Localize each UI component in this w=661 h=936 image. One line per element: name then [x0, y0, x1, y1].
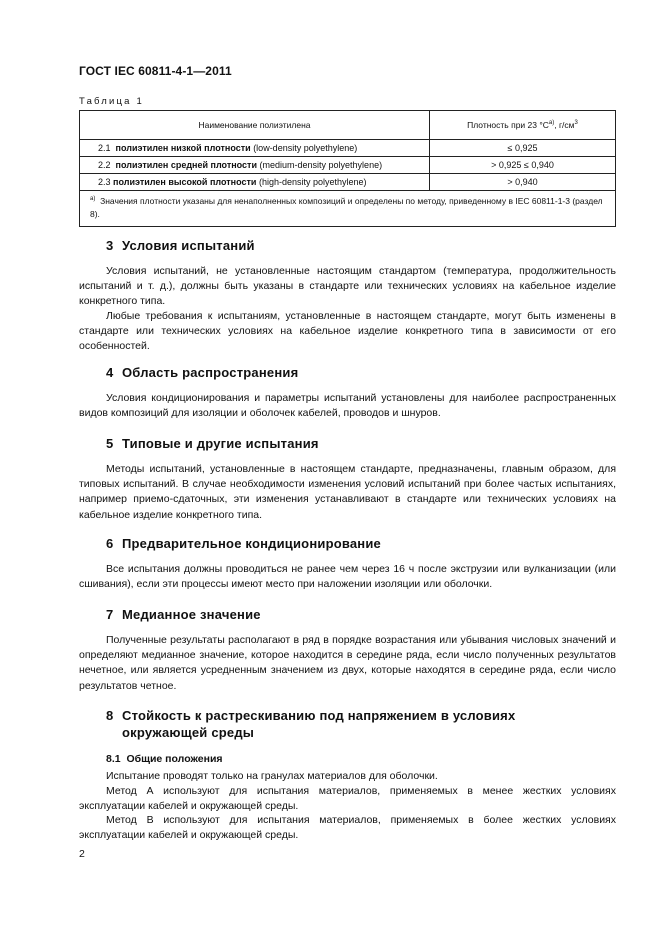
section-4-heading: 4 Область распространения	[106, 365, 299, 380]
section-8-paragraph-1: Испытание проводят только на гранулах материалов для оболочки.	[106, 770, 438, 782]
row-value: ≤ 0,925	[430, 140, 616, 157]
table-header-row	[80, 111, 616, 140]
table-row	[80, 140, 616, 157]
row-value: > 0,940	[430, 174, 616, 191]
table-caption: Таблица 1	[79, 96, 144, 107]
document-header: ГОСТ IEC 60811-4-1—2011	[79, 64, 232, 78]
col-name-header: Наименование полиэтилена	[80, 111, 430, 140]
table-note: $^{а)}$ Значения плотности указаны для ненаполненных композиций и определены по методу, приведенному в IEC 60811-1-3 (раздел 8).	[80, 191, 616, 227]
page-number: 2	[79, 848, 85, 860]
row-name: 2.3 полиэтилен высокой плотности (high-density polyethylene)	[80, 174, 430, 191]
row-name: 2.1 полиэтилен низкой плотности (low-density polyethylene)	[80, 140, 430, 157]
subsection-8-1-heading: 8.1 Общие положения	[106, 753, 223, 765]
col-density-header: Плотность при 23 $^\circ С^{а)}$, $г/см^3$	[430, 111, 616, 140]
section-5-heading: 5 Типовые и другие испытания	[106, 436, 319, 451]
section-7-heading: 7 Медианное значение	[106, 607, 261, 622]
section-3-paragraph-1: Условия испытаний, не установленные настоящим стандартом (температура, продолжительность испытаний и т. д.), должны быть указаны в стандарте или технических условиях на кабельное изделие конкретного типа.	[79, 265, 616, 308]
row-name: 2.2 полиэтилен средней плотности (medium-density polyethylene)	[80, 157, 430, 174]
table-note-row	[80, 191, 616, 227]
section-7-paragraph-1: Полученные результаты располагают в ряд в порядке возрастания или убывания числовых значений и определяют медианное значение, которое находится в середине ряда, если число полученных результатов нечетное, или является усредненным значением из двух, которые находятся в середине ряда, если число результатов четное.	[79, 634, 616, 692]
section-6-heading: 6 Предварительное кондиционирование	[106, 536, 381, 551]
section-8-paragraph-3: Метод В используют для испытания материалов, применяемых в более жестких условиях эксплуатации кабелей и окружающей среды.	[79, 814, 616, 842]
table-row	[80, 174, 616, 191]
section-5-paragraph-1: Методы испытаний, установленные в настоящем стандарте, предназначены, главным образом, для типовых испытаний. В случае необходимости изменения условий испытаний при более частых испытаниях, например приемо-сдаточных, эти изменения устанавливают в стандарте или технических условиях на кабельное изделие конкретного типа.	[79, 463, 616, 521]
section-8-heading: 8 Стойкость к растрескиванию под напряжением в условиях окружающей среды	[106, 708, 516, 740]
section-3-paragraph-2: Любые требования к испытаниям, установленные в настоящем стандарте, могут быть изменены в стандарте или технических условиях на кабельное изделие конкретного типа в зависимости от его особенностей.	[79, 310, 616, 353]
section-3-heading: 3 Условия испытаний	[106, 238, 255, 253]
row-value: > 0,925 ≤ 0,940	[430, 157, 616, 174]
section-6-paragraph-1: Все испытания должны проводиться не ранее чем через 16 ч после экструзии или вулканизации (или сшивания), если эти процессы имеют место при наложении изоляции или оболочки.	[79, 563, 616, 591]
density-table	[79, 110, 616, 227]
section-8-paragraph-2: Метод А используют для испытания материалов, применяемых в менее жестких условиях эксплуатации кабелей и окружающей среды.	[79, 785, 616, 813]
section-4-paragraph-1: Условия кондиционирования и параметры испытаний установлены для наиболее распространенных видов композиций для изоляции и оболочек кабелей, проводов и шнуров.	[79, 392, 616, 420]
table-row	[80, 157, 616, 174]
